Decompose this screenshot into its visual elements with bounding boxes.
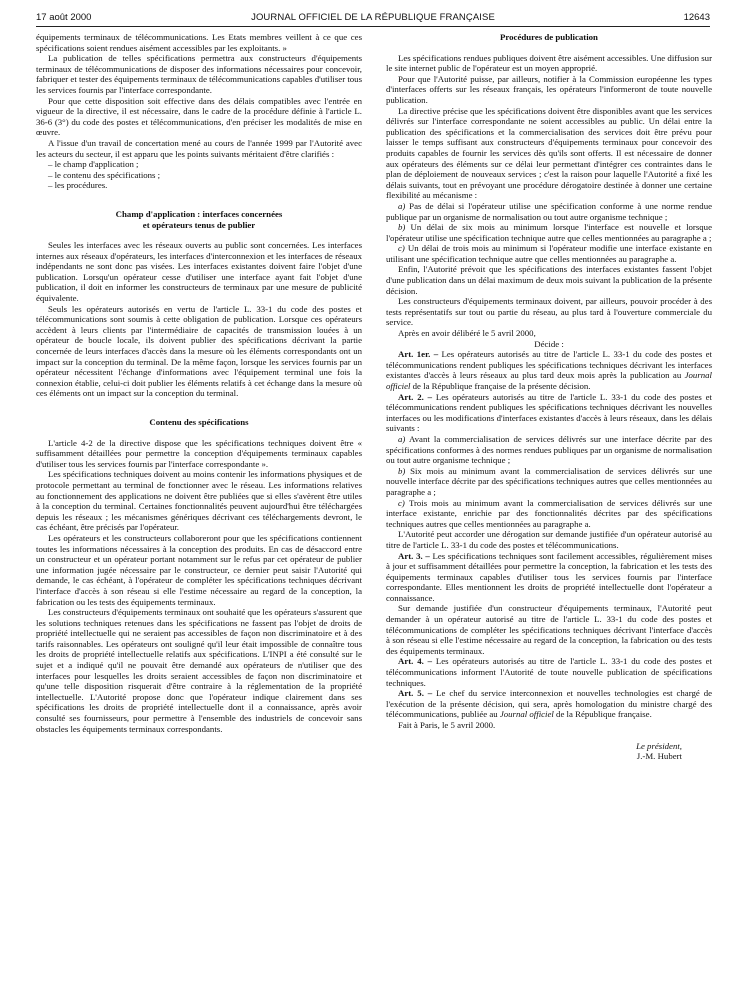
signature-name: J.-M. Hubert [636, 751, 682, 762]
paragraph: A l'issue d'un travail de concertation mené au cours de l'année 1999 par l'Autorité avec les acteurs du secteur, il est apparu que les points suivants méritaient d'être clarifiés : [36, 137, 362, 159]
paragraph: Pour que cette disposition soit effective dans des délais compatibles avec l'entrée en vigueur de la directive, il est nécessaire, dans le cadre de la procédure définie à l'article L. 36-6 (3°) du code des postes et télécommunications, d'en préciser les modalités de mise en œuvre. [36, 95, 362, 138]
paragraph: Sur demande justifiée d'un constructeur d'équipements terminaux, l'Autorité peut demander à un opérateur autorisé au titre de l'article L. 33-1 du code des postes et télécommunications de compléter les spécifications techniques décrivant l'interface d'accès à son réseau si elle l'estime nécessaire au regard de la conception, la fabrication ou des tests des équipements terminaux. [386, 603, 712, 656]
paragraph: Après en avoir délibéré le 5 avril 2000, [398, 328, 536, 339]
section-heading: Procédures de publication [500, 32, 598, 42]
paragraph: Les constructeurs d'équipements terminaux doivent, par ailleurs, pouvoir procéder à des tests représentatifs sur tout ou partie du réseau, au plus tard à l'ouverture commerciale du service. [386, 296, 712, 328]
header-date: 17 août 2000 [36, 12, 92, 23]
article-4: Art. 4. – Les opérateurs autorisés au titre de l'article L. 33-1 du code des postes et télécommunications informent l'Autorité de toute nouvelle publication de spécifications techniques. [386, 656, 712, 688]
paragraph: a) Pas de délai si l'opérateur utilise une spécification conforme à une norme rendue publique par un organisme de normalisation ou tout autre organisme technique ; [386, 200, 712, 222]
paragraph: c) Trois mois au minimum avant la commercialisation de services délivrés sur une interface existante, enrichie par des fonctionnalités décrites par des spécifications techniques autres que celles mentionnées au paragraphe a. [386, 497, 712, 529]
paragraph: équipements terminaux de télécommunications. Les Etats membres veillent à ce que ces spécifications soient rendues aisément accessibles par les exploitants. » [36, 32, 362, 53]
paragraph: c) Un délai de trois mois au minimum si l'opérateur modifie une interface existante en utilisant une spécification technique autre que celles mentionnées au paragraphe a. [386, 243, 712, 264]
paragraph: Fait à Paris, le 5 avril 2000. [398, 720, 496, 730]
paragraph: Les opérateurs et les constructeurs collaboreront pour que les spécifications contiennent toutes les informations nécessaires à la conception des produits. En cas de désaccord entre un constructeur et un opérateur portant notamment sur le refus par cet opérateur de publier une information jugée nécessaire par le constructeur, ce dernier peut saisir l'Autorité qui demande, le cas échéant, à l'opérateur de compléter les spécifications techniques décrivant l'interface d'accès à son réseau si elle l'estime nécessaire au regard de la conception, la fabrication ou les tests des équipements terminaux. [36, 532, 362, 607]
decide-heading: Décide : [534, 338, 564, 349]
paragraph: Les spécifications techniques doivent au moins contenir les informations physiques et de protocole permettant au terminal de fonctionner avec le réseau. Les informations relatives au fonctionnement des applications ne doivent être publiées que si elles s'avèrent être utiles à la conception du terminal. Certaines fonctionnalités peuvent aujourd'hui être téléchargées depuis les réseaux ; les mécanismes génériques décrivant ces téléchargements devront, le cas échéant, être précisés par l'opérateur. [36, 469, 362, 533]
paragraph: L'Autorité peut accorder une dérogation sur demande justifiée d'un opérateur autorisé au titre de l'article L. 33-1 du code des postes et télécommunications. [386, 529, 712, 550]
article-5: Art. 5. – Le chef du service interconnexion et nouvelles technologies est chargé de l'exécution de la présente décision, qui sera, après homologation du ministre chargé des télécommunications, publiée au Journal officiel de la République française. [386, 688, 713, 720]
left-column [36, 32, 362, 734]
journal-title: JOURNAL OFFICIEL DE LA RÉPUBLIQUE FRANÇAISE [251, 12, 495, 23]
paragraph: Enfin, l'Autorité prévoit que les spécifications des interfaces existantes fassent l'objet d'une publication dans un délai maximum de deux mois suivant la publication de la présente décision. [386, 264, 712, 296]
page-header [36, 10, 710, 27]
paragraph: La directive précise que les spécifications doivent être disponibles avant que les services délivrés sur l'interface correspondante ne soient accessibles au public. Un délai entre la publication des spécifications et la commercialisation des services doit être prévu pour laisser le temps suffisant aux constructeurs d'équipements terminaux pour concevoir des produits capables de fournir les services dès qu'ils sont offerts. Il est nécessaire de donner aux opérateurs des éléments sur ce délai leur permettant d'intégrer ces contraintes dans le plan de déploiement de nouveaux services ; c'est la raison pour laquelle l'Autorité a fixé les délais suivants, tout en prévoyant une procédure dérogatoire destinée à donner une certaine flexibilité au mécanisme : [386, 105, 712, 201]
article-3: Art. 3. – Les spécifications techniques sont facilement accessibles, régulièrement mises à jour et suffisamment détaillées pour permettre la conception, la fabrication et les tests des équipements terminaux capables d'utiliser tous les services fournis par l'interface correspondante. Elles mentionnent les droits de propriété intellectuelle dont l'opérateur a connaissance. [386, 550, 712, 603]
right-column [386, 32, 712, 762]
paragraph: Pour que l'Autorité puisse, par ailleurs, notifier à la Commission européenne les types d'interfaces offerts sur les réseaux français, les opérateurs l'informeront de toute nouvelle publication. [386, 73, 712, 105]
paragraph: Seules les interfaces avec les réseaux ouverts au public sont concernées. Les interfaces internes aux réseaux d'opérateurs, les interfaces d'interconnexion et les interfaces de réseaux indépendants ne sont donc pas visées. Les interfaces existantes doivent faire l'objet d'une publication. Lorsqu'un opérateur cesse d'utiliser une interface ayant fait l'objet d'une publication, il doit en informer les constructeurs de terminaux par une mesure de publicité équivalente. [36, 240, 362, 304]
list-item: – les procédures. [48, 180, 108, 191]
list-item: – le contenu des spécifications ; [48, 169, 161, 180]
page-number: 12643 [683, 12, 710, 23]
paragraph: Les spécifications rendues publiques doivent être aisément accessibles. Une diffusion sur le site internet public de l'opérateur est un moyen approprié. [386, 52, 712, 74]
article-1: Art. 1er. – Les opérateurs autorisés au titre de l'article L. 33-1 du code des postes et télécommunications rendent publiques les spécifications techniques décrivant les interfaces existantes d'accès à leurs réseaux au plus tard deux mois après la publication au Journal officiel de la République française de la présente décision. [386, 349, 712, 391]
signature-title: Le président, [636, 740, 682, 751]
paragraph: L'article 4-2 de la directive dispose que les spécifications techniques doivent être « suffisamment détaillées pour permettre la conception d'équipements terminaux capables d'utiliser tous les services fournis par l'interface correspondante ». [36, 437, 362, 469]
paragraph: a) Avant la commercialisation de services délivrés sur une interface décrite par des spécifications conformes à des normes rendues publiques par un organisme de normalisation ou tout autre organisme technique ; [386, 433, 712, 466]
paragraph: Les constructeurs d'équipements terminaux ont souhaité que les opérateurs s'assurent que les solutions techniques retenues dans les spécifications ne fassent pas l'objet de droits de propriété intellectuelle qui ne seraient pas accessibles de façon non discriminatoire et à des tarifs raisonnables. Les opérateurs ont souligné qu'il leur était impossible de connaître tous les droits de propriété intellectuelle relatifs aux spécifications. L'INPI a été consulté sur le sujet et a indiqué qu'il ne pouvait être demandé aux opérateurs de n'utiliser que des interfaces pour lesquelles les droits seraient accessibles de façon non discriminatoire et qu'une telle disposition risquerait d'être contraire à la réglementation de la propriété intellectuelle. L'Autorité propose donc que l'opérateur indique clairement dans ses spécifications les droits de propriété intellectuelle dont il a connaissance, après avoir consulté ses fournisseurs, pour permettre à l'ensemble des industriels de concevoir sans obstacles les équipements terminaux correspondants. [36, 607, 362, 734]
section-heading: Contenu des spécifications [149, 417, 249, 427]
paragraph: Seuls les opérateurs autorisés en vertu de l'article L. 33-1 du code des postes et télécommunications sont soumis à cette obligation de publication. Lorsque ces opérateurs accèdent à leurs clients par l'intermédiaire de capacités de transmission louées à un opérateur de boucle locale, ils doivent publier des spécifications décrivant la partie concernée de leurs interfaces d'accès dans la mesure où les éléments correspondants ont un impact sur la conception du terminal. De la même façon, lorsque les services fournis par un opérateur nécessitent l'échange d'informations avec l'équipement terminal une fois la connexion établie, celui-ci doit publier les éléments relatifs à cet échange dans la mesure où ces éléments ont un impact sur la conception du terminal. [36, 303, 362, 399]
section-heading: et opérateurs tenus de publier [142, 219, 256, 230]
paragraph: b) Six mois au minimum avant la commercialisation de services délivrés sur une nouvelle interface décrite par des spécifications techniques autres que celles mentionnées au paragraphe a ; [386, 465, 712, 497]
paragraph: La publication de telles spécifications permettra aux constructeurs d'équipements terminaux de télécommunications de disposer des informations nécessaires pour concevoir, fabriquer et tester des équipements terminaux de télécommunications capables d'utiliser tous les services fournis par l'interface correspondante. [36, 53, 362, 95]
paragraph: b) Un délai de six mois au minimum lorsque l'interface est nouvelle et lorsque l'opérateur utilise une spécification technique autre que celles mentionnées au paragraphe a ; [386, 222, 712, 243]
article-2: Art. 2. – Les opérateurs autorisés au titre de l'article L. 33-1 du code des postes et télécommunications rendent publiques les spécifications techniques décrivant les nouvelles interfaces ou les modifications d'interfaces existantes d'accès à leurs réseaux, dans les délais suivants : [386, 391, 712, 434]
list-item: – le champ d'application ; [48, 159, 139, 170]
section-heading: Champ d'application : interfaces concernées [115, 208, 283, 219]
